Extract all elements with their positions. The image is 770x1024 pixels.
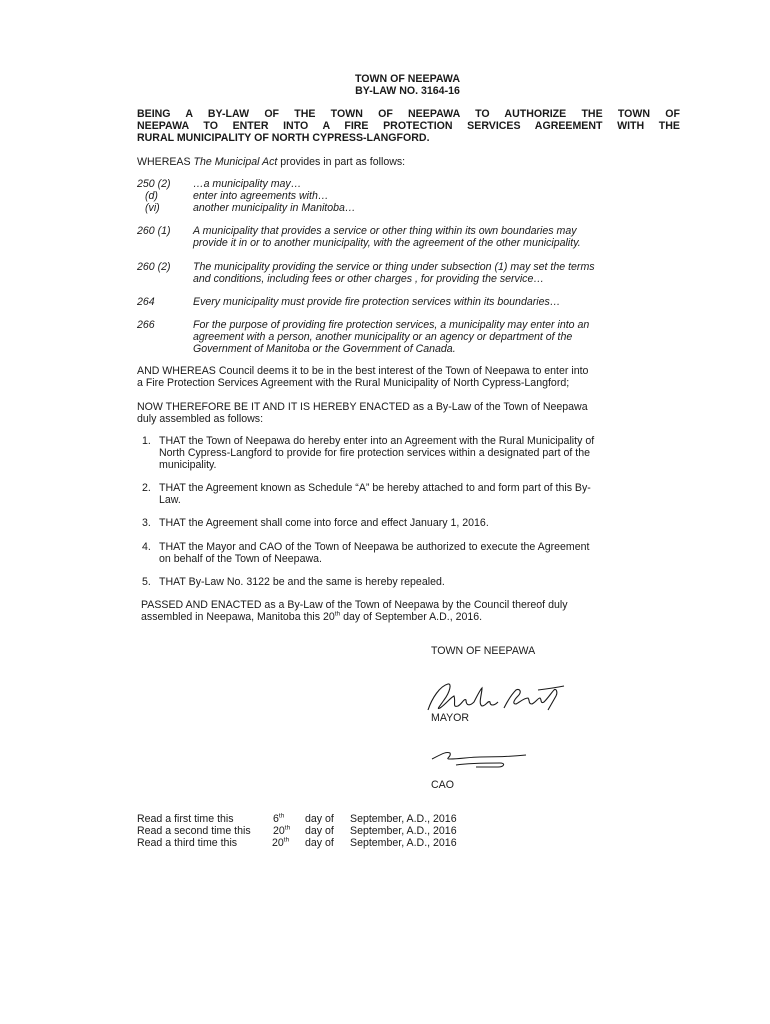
mayor-label: MAYOR <box>431 712 470 724</box>
section-text: The municipality providing the service or thing under subsection (1) may set the terms <box>193 261 595 273</box>
reading-dayof: day of <box>305 813 334 825</box>
clause-text: on behalf of the Town of Neepawa. <box>159 553 322 565</box>
clause-text: North Cypress-Langford to provide for fire protection services within a designated part of the <box>159 447 591 459</box>
clause-text: Law. <box>159 494 181 506</box>
clause-number: 4. <box>142 541 151 553</box>
clause-text: THAT the Agreement known as Schedule “A” be hereby attached to and form part of this By- <box>159 482 591 494</box>
section-text: A municipality that provides a service or other thing within its own boundaries may <box>193 225 577 237</box>
enacting-line-2: duly assembled as follows: <box>137 413 264 425</box>
clause-text: THAT By-Law No. 3122 be and the same is hereby repealed. <box>159 576 445 588</box>
passed-line-2: assembled in Neepawa, Manitoba this 20th day of September A.D., 2016. <box>141 610 483 623</box>
reading-day: 6th <box>273 812 285 825</box>
section-text: Government of Manitoba or the Government of Canada. <box>193 343 456 355</box>
and-whereas-line-1: AND WHEREAS Council deems it to be in the best interest of the Town of Neepawa to enter into <box>137 365 589 377</box>
cao-label: CAO <box>431 779 454 791</box>
clause-number: 5. <box>142 576 151 588</box>
section-text: Every municipality must provide fire protection services within its boundaries… <box>193 296 561 308</box>
town-heading: TOWN OF NEEPAWA <box>355 73 460 85</box>
title-line-1: BEING A BY-LAW OF THE TOWN OF NEEPAWA TO AUTHORIZE THE TOWN OF <box>137 108 680 120</box>
reading-date: September, A.D., 2016 <box>350 825 457 837</box>
clause-text: THAT the Mayor and CAO of the Town of Neepawa be authorized to execute the Agreement <box>159 541 590 553</box>
cao-signature <box>430 745 540 775</box>
section-label: 266 <box>137 319 155 331</box>
title-line-3: RURAL MUNICIPALITY OF NORTH CYPRESS-LANGFORD. <box>137 132 430 144</box>
section-text: another municipality in Manitoba… <box>193 202 356 214</box>
section-label: 260 (1) <box>137 225 171 237</box>
title-line-2: NEEPAWA TO ENTER INTO A FIRE PROTECTION SERVICES AGREEMENT WITH THE <box>137 120 680 132</box>
signatory-town: TOWN OF NEEPAWA <box>431 645 536 657</box>
reading-label: Read a third time this <box>137 837 238 849</box>
section-text: …a municipality may… <box>193 178 302 190</box>
reading-day: 20th <box>273 824 291 837</box>
passed-line-1: PASSED AND ENACTED as a By-Law of the Town of Neepawa by the Council thereof duly <box>141 599 568 611</box>
act-name: The Municipal Act <box>193 156 278 168</box>
enacting-line-1: NOW THEREFORE BE IT AND IT IS HEREBY ENACTED as a By-Law of the Town of Neepawa <box>137 401 588 413</box>
whereas-statement: WHEREAS The Municipal Act provides in part as follows: <box>137 156 406 168</box>
section-label: 250 (2) <box>137 178 171 190</box>
clause-number: 3. <box>142 517 151 529</box>
reading-label: Read a second time this <box>137 825 251 837</box>
clause-text: THAT the Town of Neepawa do hereby enter into an Agreement with the Rural Municipality of <box>159 435 595 447</box>
reading-dayof: day of <box>305 825 334 837</box>
section-text: and conditions, including fees or other charges , for providing the service… <box>193 273 544 285</box>
subsection-label: (vi) <box>145 202 160 214</box>
clause-text: THAT the Agreement shall come into force and effect January 1, 2016. <box>159 517 489 529</box>
reading-dayof: day of <box>305 837 334 849</box>
section-text: enter into agreements with… <box>193 190 329 202</box>
reading-label: Read a first time this <box>137 813 234 825</box>
reading-date: September, A.D., 2016 <box>350 813 457 825</box>
and-whereas-line-2: a Fire Protection Services Agreement with the Rural Municipality of North Cypress-Langford; <box>137 377 570 389</box>
clause-text: municipality. <box>159 459 217 471</box>
bylaw-number: BY-LAW NO. 3164-16 <box>355 85 460 97</box>
clause-number: 1. <box>142 435 151 447</box>
section-text: provide it in or to another municipality, with the agreement of the other municipality. <box>193 237 581 249</box>
clause-number: 2. <box>142 482 151 494</box>
section-label: 264 <box>137 296 155 308</box>
reading-date: September, A.D., 2016 <box>350 837 457 849</box>
section-label: 260 (2) <box>137 261 171 273</box>
reading-day: 20th <box>272 836 290 849</box>
section-text: agreement with a person, another municipality or an agency or department of the <box>193 331 573 343</box>
section-text: For the purpose of providing fire protection services, a municipality may enter into an <box>193 319 590 331</box>
subsection-label: (d) <box>145 190 158 202</box>
